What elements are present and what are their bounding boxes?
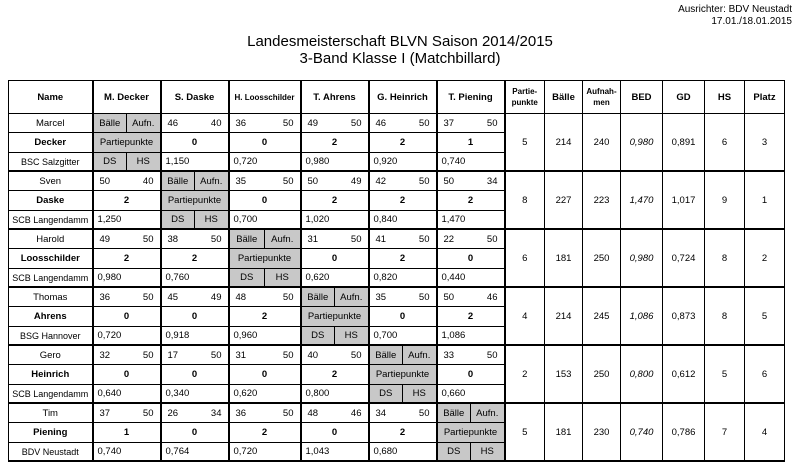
match-average: 0,620 bbox=[301, 269, 369, 288]
match-balls-innings bbox=[161, 114, 229, 133]
self-label-hs: HS bbox=[204, 214, 218, 225]
organizer-name: Ausrichter: BDV Neustadt bbox=[678, 4, 792, 15]
match-average: 0,740 bbox=[437, 153, 505, 172]
match-balls-innings bbox=[93, 345, 161, 365]
self-label-aufn: Aufn. bbox=[340, 291, 363, 303]
match-balls: 46 bbox=[167, 117, 179, 129]
high-series: 6 bbox=[705, 114, 745, 172]
self-label-ds: DS bbox=[302, 327, 336, 344]
match-points: 1 bbox=[437, 133, 505, 153]
match-average: 0,960 bbox=[229, 327, 301, 346]
match-balls: 46 bbox=[375, 117, 387, 129]
header-opponent-5: T. Piening bbox=[437, 81, 505, 114]
table-row bbox=[9, 114, 785, 133]
match-innings: 34 bbox=[210, 407, 222, 419]
self-label-hs: HS bbox=[412, 388, 426, 399]
total-aufnahmen: 250 bbox=[583, 345, 621, 403]
match-balls: 33 bbox=[443, 349, 455, 361]
match-average: 0,340 bbox=[161, 385, 229, 404]
match-innings: 34 bbox=[486, 175, 498, 187]
header-partiepunkte: Partie-punkte bbox=[505, 81, 545, 114]
match-points: 0 bbox=[437, 365, 505, 385]
match-average: 0,620 bbox=[229, 385, 301, 404]
match-points: 0 bbox=[161, 133, 229, 153]
match-average: 0,660 bbox=[437, 385, 505, 404]
self-label-hs: HS bbox=[275, 272, 289, 283]
high-series: 8 bbox=[705, 287, 745, 345]
self-label-baelle: Bälle bbox=[162, 172, 196, 190]
match-innings: 50 bbox=[210, 349, 222, 361]
general-average: 0,786 bbox=[663, 403, 705, 461]
match-balls: 42 bbox=[375, 175, 387, 187]
match-points: 2 bbox=[369, 133, 437, 153]
player-last-name: Piening bbox=[33, 427, 68, 438]
match-points: 0 bbox=[229, 133, 301, 153]
player-last-name-cell bbox=[9, 365, 93, 385]
total-baelle: 227 bbox=[545, 171, 583, 229]
match-points: 0 bbox=[229, 365, 301, 385]
match-innings: 50 bbox=[210, 233, 222, 245]
match-average: 0,680 bbox=[369, 443, 437, 462]
match-average: 0,764 bbox=[161, 443, 229, 462]
match-innings: 46 bbox=[486, 291, 498, 303]
self-label-aufn: Aufn. bbox=[200, 175, 223, 187]
final-rank: 4 bbox=[745, 403, 785, 461]
match-balls: 35 bbox=[375, 291, 387, 303]
player-last-name: Ahrens bbox=[33, 311, 67, 322]
match-points: 0 bbox=[369, 307, 437, 327]
total-aufnahmen: 240 bbox=[583, 114, 621, 172]
match-average: 1,470 bbox=[437, 211, 505, 230]
player-club: BDV Neustadt bbox=[9, 443, 93, 462]
match-balls-innings bbox=[437, 345, 505, 365]
match-balls-innings bbox=[437, 171, 505, 191]
match-balls: 17 bbox=[167, 349, 179, 361]
match-balls-innings bbox=[93, 171, 161, 191]
match-balls-innings bbox=[161, 403, 229, 423]
match-average: 0,920 bbox=[369, 153, 437, 172]
match-average: 0,840 bbox=[369, 211, 437, 230]
match-balls: 38 bbox=[167, 233, 179, 245]
header-bed: BED bbox=[621, 81, 663, 114]
match-innings: 50 bbox=[282, 175, 294, 187]
match-balls: 36 bbox=[235, 407, 247, 419]
total-aufnahmen: 245 bbox=[583, 287, 621, 345]
match-points: 2 bbox=[437, 307, 505, 327]
self-label-partiepunkte: Partiepunkte bbox=[369, 365, 437, 385]
match-points: 2 bbox=[369, 423, 437, 443]
match-innings: 50 bbox=[282, 349, 294, 361]
match-innings: 40 bbox=[142, 175, 154, 187]
match-average: 0,700 bbox=[369, 327, 437, 346]
header-opponent-1: S. Daske bbox=[161, 81, 229, 114]
match-balls: 26 bbox=[167, 407, 179, 419]
high-series: 8 bbox=[705, 229, 745, 287]
match-balls: 50 bbox=[99, 175, 111, 187]
match-points: 0 bbox=[93, 365, 161, 385]
match-balls-innings bbox=[437, 229, 505, 249]
final-rank: 2 bbox=[745, 229, 785, 287]
match-balls: 48 bbox=[307, 407, 319, 419]
match-balls: 32 bbox=[99, 349, 111, 361]
match-innings: 50 bbox=[350, 233, 362, 245]
title-line-2: 3-Band Klasse I (Matchbillard) bbox=[299, 50, 501, 67]
self-cell-balls-innings bbox=[369, 345, 437, 365]
match-balls-innings bbox=[301, 171, 369, 191]
match-points: 1 bbox=[93, 423, 161, 443]
match-points: 2 bbox=[301, 365, 369, 385]
match-balls: 40 bbox=[307, 349, 319, 361]
match-points: 0 bbox=[301, 423, 369, 443]
match-innings: 50 bbox=[418, 407, 430, 419]
match-average: 0,820 bbox=[369, 269, 437, 288]
header-platz: Platz bbox=[745, 81, 785, 114]
match-average: 0,720 bbox=[93, 327, 161, 346]
match-innings: 50 bbox=[486, 117, 498, 129]
table-row bbox=[9, 403, 785, 423]
match-balls-innings bbox=[229, 403, 301, 423]
organizer-info bbox=[678, 4, 792, 28]
total-partiepunkte: 6 bbox=[505, 229, 545, 287]
event-dates: 17.01./18.01.2015 bbox=[711, 16, 792, 27]
table-row bbox=[9, 345, 785, 365]
table-row bbox=[9, 287, 785, 307]
match-innings: 40 bbox=[210, 117, 222, 129]
match-points: 2 bbox=[229, 307, 301, 327]
self-cell-ds-hs bbox=[93, 153, 161, 172]
match-innings: 50 bbox=[350, 349, 362, 361]
self-label-aufn: Aufn. bbox=[476, 407, 499, 419]
results-table bbox=[8, 80, 785, 462]
match-balls: 37 bbox=[99, 407, 111, 419]
total-aufnahmen: 223 bbox=[583, 171, 621, 229]
match-balls: 37 bbox=[443, 117, 455, 129]
self-label-hs: HS bbox=[480, 446, 494, 457]
match-average: 1,250 bbox=[93, 211, 161, 230]
match-balls-innings bbox=[369, 171, 437, 191]
player-first-name: Harold bbox=[9, 229, 93, 249]
header-baelle: Bälle bbox=[545, 81, 583, 114]
header-name: Name bbox=[9, 81, 93, 114]
match-innings: 50 bbox=[282, 291, 294, 303]
match-points: 2 bbox=[301, 133, 369, 153]
header-hs: HS bbox=[705, 81, 745, 114]
player-last-name-cell bbox=[9, 423, 93, 443]
match-balls-innings bbox=[369, 287, 437, 307]
self-label-aufn: Aufn. bbox=[271, 233, 294, 245]
final-rank: 1 bbox=[745, 171, 785, 229]
player-last-name: Heinrich bbox=[31, 369, 70, 380]
general-average: 0,724 bbox=[663, 229, 705, 287]
match-balls: 45 bbox=[167, 291, 179, 303]
self-label-baelle: Bälle bbox=[230, 230, 266, 248]
general-average: 0,891 bbox=[663, 114, 705, 172]
match-balls: 22 bbox=[443, 233, 455, 245]
player-club: BSG Hannover bbox=[9, 327, 93, 346]
player-first-name: Gero bbox=[9, 345, 93, 365]
match-innings: 50 bbox=[142, 233, 154, 245]
player-first-name: Tim bbox=[9, 403, 93, 423]
total-baelle: 214 bbox=[545, 287, 583, 345]
self-label-baelle: Bälle bbox=[370, 346, 404, 364]
match-balls: 35 bbox=[235, 175, 247, 187]
match-innings: 50 bbox=[282, 407, 294, 419]
match-balls-innings bbox=[369, 403, 437, 423]
self-label-aufn: Aufn. bbox=[408, 349, 431, 361]
match-balls: 48 bbox=[235, 291, 247, 303]
match-balls: 31 bbox=[235, 349, 247, 361]
match-balls-innings bbox=[229, 345, 301, 365]
match-innings: 50 bbox=[142, 349, 154, 361]
self-label-ds: DS bbox=[438, 443, 472, 460]
self-label-hs: HS bbox=[344, 330, 358, 341]
player-club: BSC Salzgitter bbox=[9, 153, 93, 172]
final-rank: 3 bbox=[745, 114, 785, 172]
player-last-name-cell bbox=[9, 133, 93, 153]
match-balls-innings bbox=[301, 345, 369, 365]
header-opponent-3: T. Ahrens bbox=[301, 81, 369, 114]
high-series: 7 bbox=[705, 403, 745, 461]
match-average: 1,020 bbox=[301, 211, 369, 230]
final-rank: 5 bbox=[745, 287, 785, 345]
self-label-ds: DS bbox=[94, 153, 128, 170]
general-average: 1,017 bbox=[663, 171, 705, 229]
total-aufnahmen: 250 bbox=[583, 229, 621, 287]
total-partiepunkte: 8 bbox=[505, 171, 545, 229]
match-balls-innings bbox=[161, 287, 229, 307]
self-cell-ds-hs bbox=[369, 385, 437, 404]
match-points: 2 bbox=[437, 191, 505, 211]
match-innings: 50 bbox=[418, 291, 430, 303]
total-partiepunkte: 2 bbox=[505, 345, 545, 403]
self-label-baelle: Bälle bbox=[94, 114, 128, 132]
match-balls-innings bbox=[161, 345, 229, 365]
match-points: 0 bbox=[161, 423, 229, 443]
match-average: 0,760 bbox=[161, 269, 229, 288]
match-points: 0 bbox=[93, 307, 161, 327]
match-average: 0,980 bbox=[301, 153, 369, 172]
high-series: 5 bbox=[705, 345, 745, 403]
match-balls: 49 bbox=[307, 117, 319, 129]
self-cell-balls-innings bbox=[437, 403, 505, 423]
match-balls: 34 bbox=[375, 407, 387, 419]
final-rank: 6 bbox=[745, 345, 785, 403]
match-average: 1,086 bbox=[437, 327, 505, 346]
match-points: 2 bbox=[93, 249, 161, 269]
player-club: SCB Langendamm bbox=[9, 211, 93, 230]
total-partiepunkte: 5 bbox=[505, 114, 545, 172]
match-balls-innings bbox=[161, 229, 229, 249]
best-single-average: 1,086 bbox=[621, 287, 663, 345]
match-innings: 49 bbox=[350, 175, 362, 187]
match-balls: 50 bbox=[307, 175, 319, 187]
self-cell-ds-hs bbox=[161, 211, 229, 230]
match-balls-innings bbox=[369, 114, 437, 133]
page-title bbox=[0, 33, 800, 67]
match-balls-innings bbox=[437, 114, 505, 133]
table-row bbox=[9, 229, 785, 249]
self-label-ds: DS bbox=[370, 385, 404, 402]
self-label-hs: HS bbox=[136, 156, 150, 167]
match-average: 0,800 bbox=[301, 385, 369, 404]
self-cell-balls-innings bbox=[93, 114, 161, 133]
match-points: 2 bbox=[301, 191, 369, 211]
match-points: 2 bbox=[93, 191, 161, 211]
self-label-ds: DS bbox=[162, 211, 196, 228]
match-balls: 36 bbox=[235, 117, 247, 129]
self-label-baelle: Bälle bbox=[302, 288, 336, 306]
header-opponent-2: H. Loosschilder bbox=[229, 81, 301, 114]
match-average: 0,918 bbox=[161, 327, 229, 346]
match-average: 1,150 bbox=[161, 153, 229, 172]
self-label-partiepunkte: Partiepunkte bbox=[229, 249, 301, 269]
match-average: 0,720 bbox=[229, 443, 301, 462]
self-cell-balls-innings bbox=[161, 171, 229, 191]
match-points: 2 bbox=[161, 249, 229, 269]
match-average: 0,980 bbox=[93, 269, 161, 288]
best-single-average: 0,980 bbox=[621, 229, 663, 287]
self-label-baelle: Bälle bbox=[438, 404, 472, 422]
match-points: 0 bbox=[437, 249, 505, 269]
header-opponent-4: G. Heinrich bbox=[369, 81, 437, 114]
self-cell-balls-innings bbox=[229, 229, 301, 249]
self-label-partiepunkte: Partiepunkte bbox=[301, 307, 369, 327]
match-innings: 50 bbox=[418, 175, 430, 187]
header-opponent-0: M. Decker bbox=[93, 81, 161, 114]
match-balls-innings bbox=[93, 403, 161, 423]
self-cell-ds-hs bbox=[229, 269, 301, 288]
best-single-average: 0,800 bbox=[621, 345, 663, 403]
match-innings: 50 bbox=[418, 117, 430, 129]
match-balls-innings bbox=[437, 287, 505, 307]
table-row bbox=[9, 171, 785, 191]
self-label-partiepunkte: Partiepunkte bbox=[93, 133, 161, 153]
self-label-aufn: Aufn. bbox=[132, 117, 155, 129]
self-label-ds: DS bbox=[230, 269, 266, 286]
match-points: 0 bbox=[301, 249, 369, 269]
match-innings: 50 bbox=[142, 291, 154, 303]
match-balls-innings bbox=[229, 287, 301, 307]
player-first-name: Sven bbox=[9, 171, 93, 191]
match-points: 0 bbox=[161, 365, 229, 385]
match-balls: 50 bbox=[443, 175, 455, 187]
best-single-average: 0,740 bbox=[621, 403, 663, 461]
match-balls-innings bbox=[229, 171, 301, 191]
match-average: 0,440 bbox=[437, 269, 505, 288]
player-last-name-cell bbox=[9, 191, 93, 211]
match-balls: 31 bbox=[307, 233, 319, 245]
match-average: 0,640 bbox=[93, 385, 161, 404]
player-last-name: Decker bbox=[34, 137, 67, 148]
match-balls-innings bbox=[301, 114, 369, 133]
match-balls: 50 bbox=[443, 291, 455, 303]
general-average: 0,873 bbox=[663, 287, 705, 345]
match-innings: 50 bbox=[486, 349, 498, 361]
total-baelle: 181 bbox=[545, 229, 583, 287]
player-last-name: Loosschilder bbox=[20, 253, 80, 264]
best-single-average: 0,980 bbox=[621, 114, 663, 172]
match-innings: 50 bbox=[418, 233, 430, 245]
self-cell-ds-hs bbox=[301, 327, 369, 346]
match-points: 0 bbox=[229, 191, 301, 211]
player-club: SCB Langendamm bbox=[9, 269, 93, 288]
match-points: 2 bbox=[369, 191, 437, 211]
match-average: 0,740 bbox=[93, 443, 161, 462]
self-label-partiepunkte: Partiepunkte bbox=[437, 423, 505, 443]
high-series: 9 bbox=[705, 171, 745, 229]
self-cell-balls-innings bbox=[301, 287, 369, 307]
player-first-name: Marcel bbox=[9, 114, 93, 133]
self-cell-ds-hs bbox=[437, 443, 505, 462]
player-last-name-cell bbox=[9, 307, 93, 327]
best-single-average: 1,470 bbox=[621, 171, 663, 229]
match-average: 1,043 bbox=[301, 443, 369, 462]
player-first-name: Thomas bbox=[9, 287, 93, 307]
match-average: 0,700 bbox=[229, 211, 301, 230]
total-partiepunkte: 5 bbox=[505, 403, 545, 461]
match-balls: 36 bbox=[99, 291, 111, 303]
match-average: 0,720 bbox=[229, 153, 301, 172]
match-innings: 50 bbox=[350, 117, 362, 129]
match-innings: 46 bbox=[350, 407, 362, 419]
match-balls-innings bbox=[301, 403, 369, 423]
total-aufnahmen: 230 bbox=[583, 403, 621, 461]
self-label-partiepunkte: Partiepunkte bbox=[161, 191, 229, 211]
match-balls-innings bbox=[369, 229, 437, 249]
player-club: SCB Langendamm bbox=[9, 385, 93, 404]
total-baelle: 181 bbox=[545, 403, 583, 461]
match-balls: 49 bbox=[99, 233, 111, 245]
title-line-1: Landesmeisterschaft BLVN Saison 2014/2015 bbox=[247, 33, 553, 50]
match-balls: 41 bbox=[375, 233, 387, 245]
header-aufnahmen: Aufnah-men bbox=[583, 81, 621, 114]
match-innings: 50 bbox=[142, 407, 154, 419]
header-gd: GD bbox=[663, 81, 705, 114]
match-innings: 50 bbox=[486, 233, 498, 245]
total-baelle: 214 bbox=[545, 114, 583, 172]
match-points: 0 bbox=[161, 307, 229, 327]
match-balls-innings bbox=[93, 287, 161, 307]
total-baelle: 153 bbox=[545, 345, 583, 403]
match-balls-innings bbox=[93, 229, 161, 249]
match-balls-innings bbox=[229, 114, 301, 133]
player-last-name: Daske bbox=[36, 195, 65, 206]
match-balls-innings bbox=[301, 229, 369, 249]
match-points: 2 bbox=[369, 249, 437, 269]
general-average: 0,612 bbox=[663, 345, 705, 403]
player-last-name-cell bbox=[9, 249, 93, 269]
total-partiepunkte: 4 bbox=[505, 287, 545, 345]
match-points: 2 bbox=[229, 423, 301, 443]
match-innings: 50 bbox=[282, 117, 294, 129]
match-innings: 49 bbox=[210, 291, 222, 303]
